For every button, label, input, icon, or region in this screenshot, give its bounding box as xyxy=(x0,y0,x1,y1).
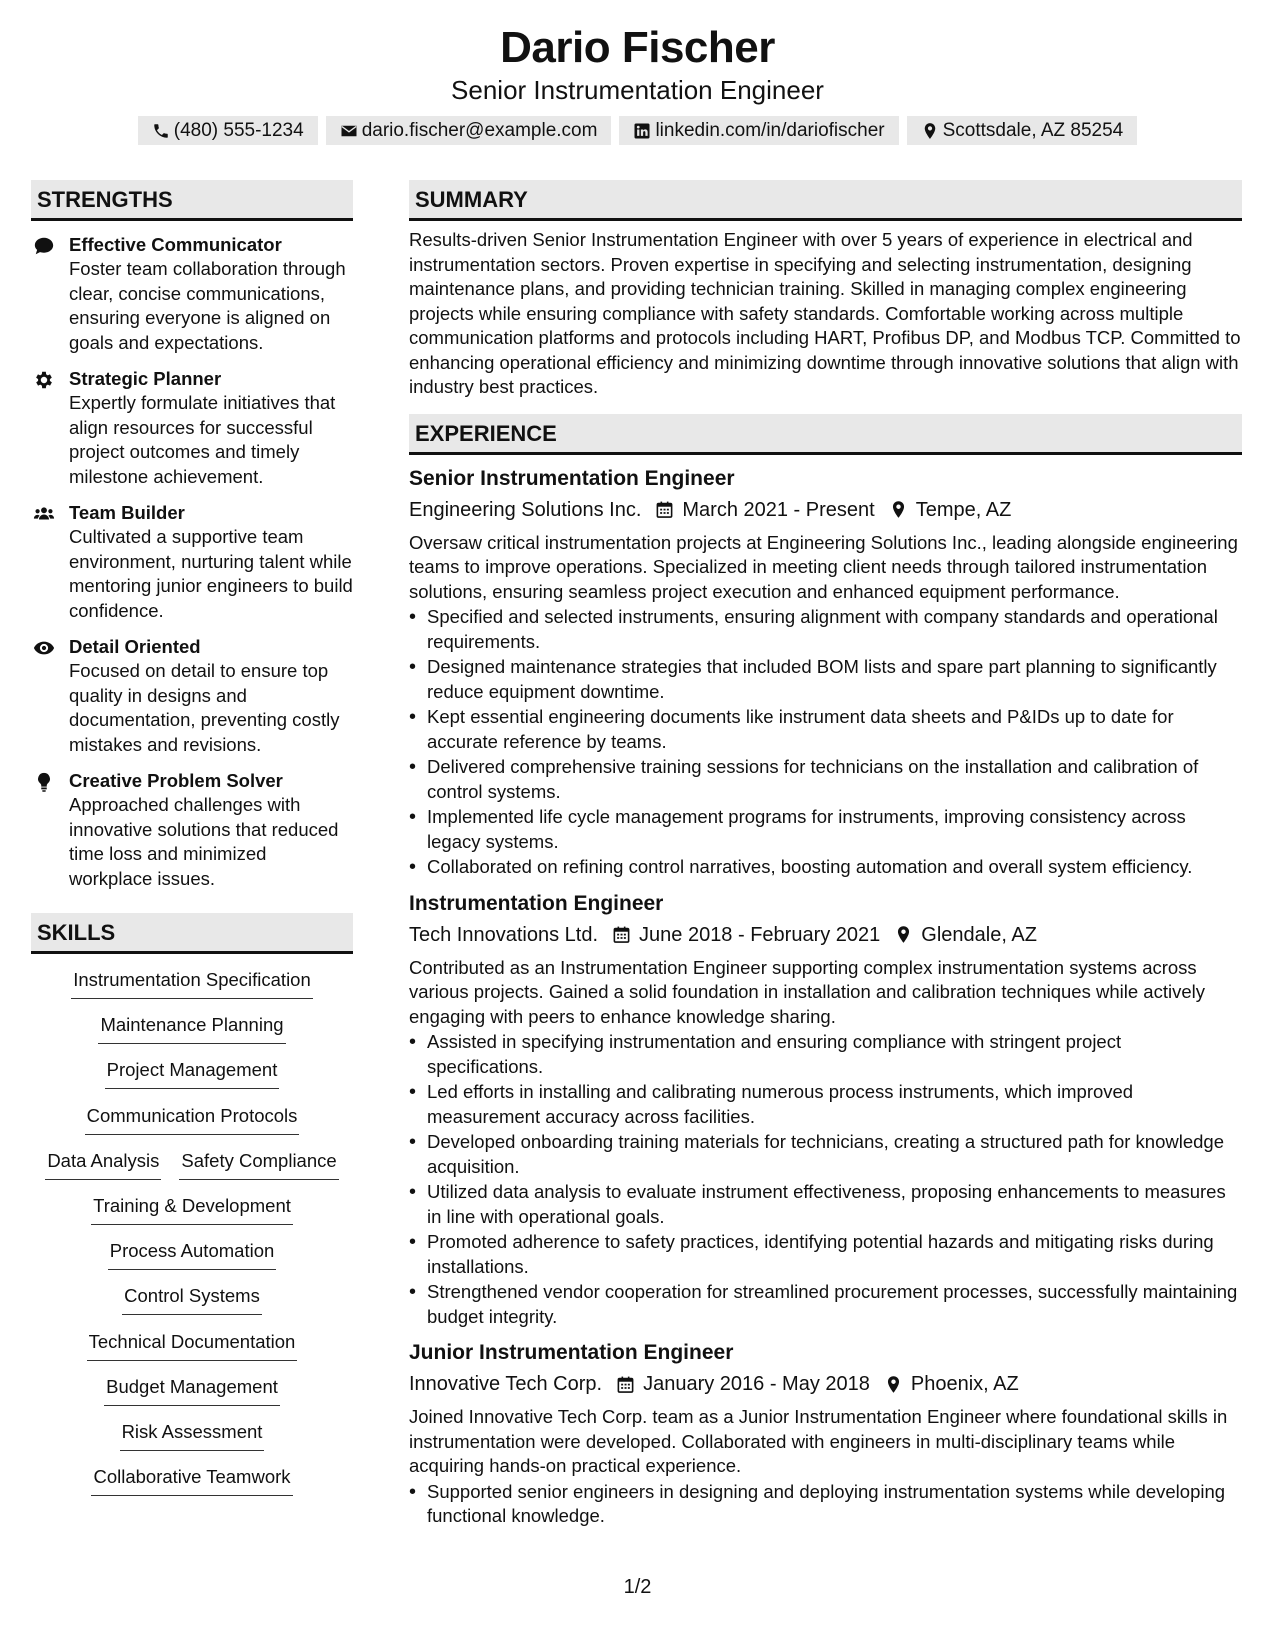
strength-item xyxy=(31,233,353,355)
skill-row xyxy=(91,1465,292,1510)
skill-tag: Collaborative Teamwork xyxy=(91,1465,292,1496)
skills-heading: SKILLS xyxy=(31,913,353,954)
job-bullet: • Led efforts in installing and calibrating numerous process instruments, which improved measurement accuracy across facilities. xyxy=(409,1080,1242,1129)
calendar-icon xyxy=(616,1375,635,1394)
contact-phone[interactable] xyxy=(138,116,318,145)
skills-list xyxy=(31,968,353,1510)
experience-heading: EXPERIENCE xyxy=(409,414,1242,455)
strength-title: Team Builder xyxy=(69,502,185,523)
page-number: 1/2 xyxy=(623,1576,652,1598)
skill-row xyxy=(120,1420,265,1465)
skill-row xyxy=(87,1330,298,1375)
skill-row xyxy=(71,968,313,1013)
job-meta xyxy=(409,495,1242,525)
strengths-heading: STRENGTHS xyxy=(31,180,353,221)
job-bullet: • Specified and selected instruments, ensuring alignment with company standards and operational requirements. xyxy=(409,605,1242,654)
skill-tag: Maintenance Planning xyxy=(98,1013,285,1044)
skill-row xyxy=(105,1058,280,1103)
job-location: Glendale, AZ xyxy=(921,923,1037,946)
strength-desc: Expertly formulate initiatives that align resources for successful project outcomes and timely milestone achievement. xyxy=(69,392,336,487)
comment-icon xyxy=(33,235,55,257)
skill-tag: Budget Management xyxy=(104,1375,280,1406)
skill-row xyxy=(85,1104,300,1149)
strength-item xyxy=(31,501,353,623)
contact-linkedin[interactable] xyxy=(619,116,898,145)
job-entry xyxy=(409,890,1242,1330)
right-column xyxy=(409,180,1242,1529)
job-dates: March 2021 - Present xyxy=(682,498,875,521)
job-company: Innovative Tech Corp. xyxy=(409,1373,603,1395)
contact-bar xyxy=(0,116,1275,145)
job-meta xyxy=(409,1369,1242,1399)
job-bullet: • Supported senior engineers in designing and deploying instrumentation systems while developing functional knowledge. xyxy=(409,1480,1242,1529)
job-bullets xyxy=(409,1030,1242,1329)
skill-tag: Training & Development xyxy=(91,1194,293,1225)
job-location-wrap xyxy=(884,1369,1019,1399)
experience-list xyxy=(409,465,1242,1529)
job-dates-wrap xyxy=(612,920,880,950)
linkedin-text: linkedin.com/in/dariofischer xyxy=(655,119,885,141)
job-bullets xyxy=(409,605,1242,880)
eye-icon xyxy=(33,637,55,659)
strength-desc: Focused on detail to ensure top quality in designs and documentation, preventing costly mistakes and revisions. xyxy=(69,660,340,755)
strength-item xyxy=(31,635,353,757)
phone-icon xyxy=(152,122,170,140)
job-bullet: • Implemented life cycle management programs for instruments, improving consistency across legacy systems. xyxy=(409,805,1242,854)
job-dates-wrap xyxy=(655,495,874,525)
candidate-name: Dario Fischer xyxy=(500,23,775,72)
map-marker-icon xyxy=(894,925,913,944)
job-company: Engineering Solutions Inc. xyxy=(409,498,642,521)
strength-desc: Approached challenges with innovative solutions that reduced time loss and minimized workplace issues. xyxy=(69,794,339,889)
skill-tag: Process Automation xyxy=(108,1239,277,1270)
job-description: Contributed as an Instrumentation Engineer supporting complex instrumentation systems across various projects. Gained a solid foundation in installation and calibration techniques while actively engaging with peers to enhance knowledge sharing. xyxy=(409,956,1205,1027)
summary-heading: SUMMARY xyxy=(409,180,1242,221)
map-marker-icon xyxy=(889,500,908,519)
strength-item xyxy=(31,769,353,891)
contact-email[interactable] xyxy=(326,116,612,145)
job-bullet: • Designed maintenance strategies that included BOM lists and spare part planning to significantly reduce equipment downtime. xyxy=(409,655,1242,704)
location-text: Scottsdale, AZ 85254 xyxy=(942,119,1124,141)
summary-text: Results-driven Senior Instrumentation Engineer with over 5 years of experience in electrical and instrumentation sectors. Proven expertise in specifying and selecting instrumentation, designing maintenance plans, and providing technician training. Skilled in managing complex engineering projects while ensuring compliance with safety standards. Comfortable working across multiple communication platforms and protocols including HART, Profibus DP, and Modbus TCP. Committed to enhancing operational efficiency and minimizing downtime through innovative solutions that align with industry best practices. xyxy=(409,229,1241,397)
job-meta xyxy=(409,920,1242,950)
map-marker-icon xyxy=(921,122,939,140)
lightbulb-icon xyxy=(33,771,55,793)
job-entry xyxy=(409,465,1242,880)
skill-tag: Project Management xyxy=(105,1058,280,1089)
skill-tag: Technical Documentation xyxy=(87,1330,298,1361)
skill-row xyxy=(122,1284,262,1329)
job-location-wrap xyxy=(894,920,1037,950)
skill-row xyxy=(45,1149,338,1194)
strength-title: Strategic Planner xyxy=(69,368,222,389)
job-bullet: • Kept essential engineering documents like instrument data sheets and P&IDs up to date for accurate reference by teams. xyxy=(409,705,1242,754)
job-title: Junior Instrumentation Engineer xyxy=(409,1341,734,1364)
gear-icon xyxy=(33,369,55,391)
strength-item xyxy=(31,367,353,489)
job-entry xyxy=(409,1339,1242,1529)
envelope-icon xyxy=(340,122,358,140)
contact-location[interactable] xyxy=(907,116,1138,145)
strength-title: Detail Oriented xyxy=(69,636,201,657)
left-column xyxy=(31,180,353,1510)
users-icon xyxy=(33,503,55,525)
job-title: Senior Instrumentation Engineer xyxy=(409,466,735,490)
skill-tag: Communication Protocols xyxy=(85,1104,300,1135)
job-description: Oversaw critical instrumentation projects at Engineering Solutions Inc., leading alongside engineering teams to improve operations. Specialized in meeting client needs through tailored instrumentation solutions, ensuring seamless project execution and enhanced equipment performance. xyxy=(409,531,1238,602)
phone-text: (480) 555-1234 xyxy=(173,119,304,141)
job-dates: January 2016 - May 2018 xyxy=(643,1373,870,1395)
job-bullet: • Utilized data analysis to evaluate instrument effectiveness, proposing enhancements to measures in line with operational goals. xyxy=(409,1180,1242,1229)
job-location-wrap xyxy=(889,495,1012,525)
skill-tag: Instrumentation Specification xyxy=(71,968,313,999)
job-bullets xyxy=(409,1480,1242,1529)
job-bullet: • Assisted in specifying instrumentation and ensuring compliance with stringent project specifications. xyxy=(409,1030,1242,1079)
skill-row xyxy=(91,1194,293,1239)
skill-tag: Control Systems xyxy=(122,1284,262,1315)
strength-desc: Foster team collaboration through clear, concise communications, ensuring everyone is aligned on goals and expectations. xyxy=(69,258,346,353)
skill-row xyxy=(98,1013,285,1058)
resume-header xyxy=(0,22,1275,145)
job-dates-wrap xyxy=(616,1369,870,1399)
candidate-role: Senior Instrumentation Engineer xyxy=(451,75,824,105)
job-location: Tempe, AZ xyxy=(915,498,1012,521)
calendar-icon xyxy=(655,500,674,519)
job-bullet: • Promoted adherence to safety practices, identifying potential hazards and mitigating risks during installations. xyxy=(409,1230,1242,1279)
strength-title: Creative Problem Solver xyxy=(69,770,283,791)
skill-tag: Risk Assessment xyxy=(120,1420,265,1451)
job-dates: June 2018 - February 2021 xyxy=(639,923,881,946)
job-bullet: • Developed onboarding training materials for technicians, creating a structured path for knowledge acquisition. xyxy=(409,1130,1242,1179)
skill-tag: Data Analysis xyxy=(45,1149,161,1180)
job-bullet: • Collaborated on refining control narratives, boosting automation and overall system efficiency. xyxy=(409,855,1242,880)
job-description: Joined Innovative Tech Corp. team as a Junior Instrumentation Engineer where foundational skills in instrumentation were developed. Collaborated with engineers in multi-disciplinary teams while acquiring hands-on practical experience. xyxy=(409,1406,1228,1476)
job-company: Tech Innovations Ltd. xyxy=(409,923,599,946)
email-text: dario.fischer@example.com xyxy=(361,119,598,141)
job-bullet: • Strengthened vendor cooperation for streamlined procurement processes, successfully maintaining budget integrity. xyxy=(409,1280,1242,1329)
skill-tag: Safety Compliance xyxy=(179,1149,338,1180)
skill-row xyxy=(104,1375,280,1420)
strength-desc: Cultivated a supportive team environment, nurturing talent while mentoring junior engineers to build confidence. xyxy=(69,526,353,621)
calendar-icon xyxy=(612,925,631,944)
linkedin-icon xyxy=(633,122,651,140)
job-title: Instrumentation Engineer xyxy=(409,891,664,915)
map-marker-icon xyxy=(884,1375,903,1394)
job-location: Phoenix, AZ xyxy=(910,1373,1019,1395)
skill-row xyxy=(108,1239,277,1284)
job-bullet: • Delivered comprehensive training sessions for technicians on the installation and calibration of control systems. xyxy=(409,755,1242,804)
strength-title: Effective Communicator xyxy=(69,234,282,255)
